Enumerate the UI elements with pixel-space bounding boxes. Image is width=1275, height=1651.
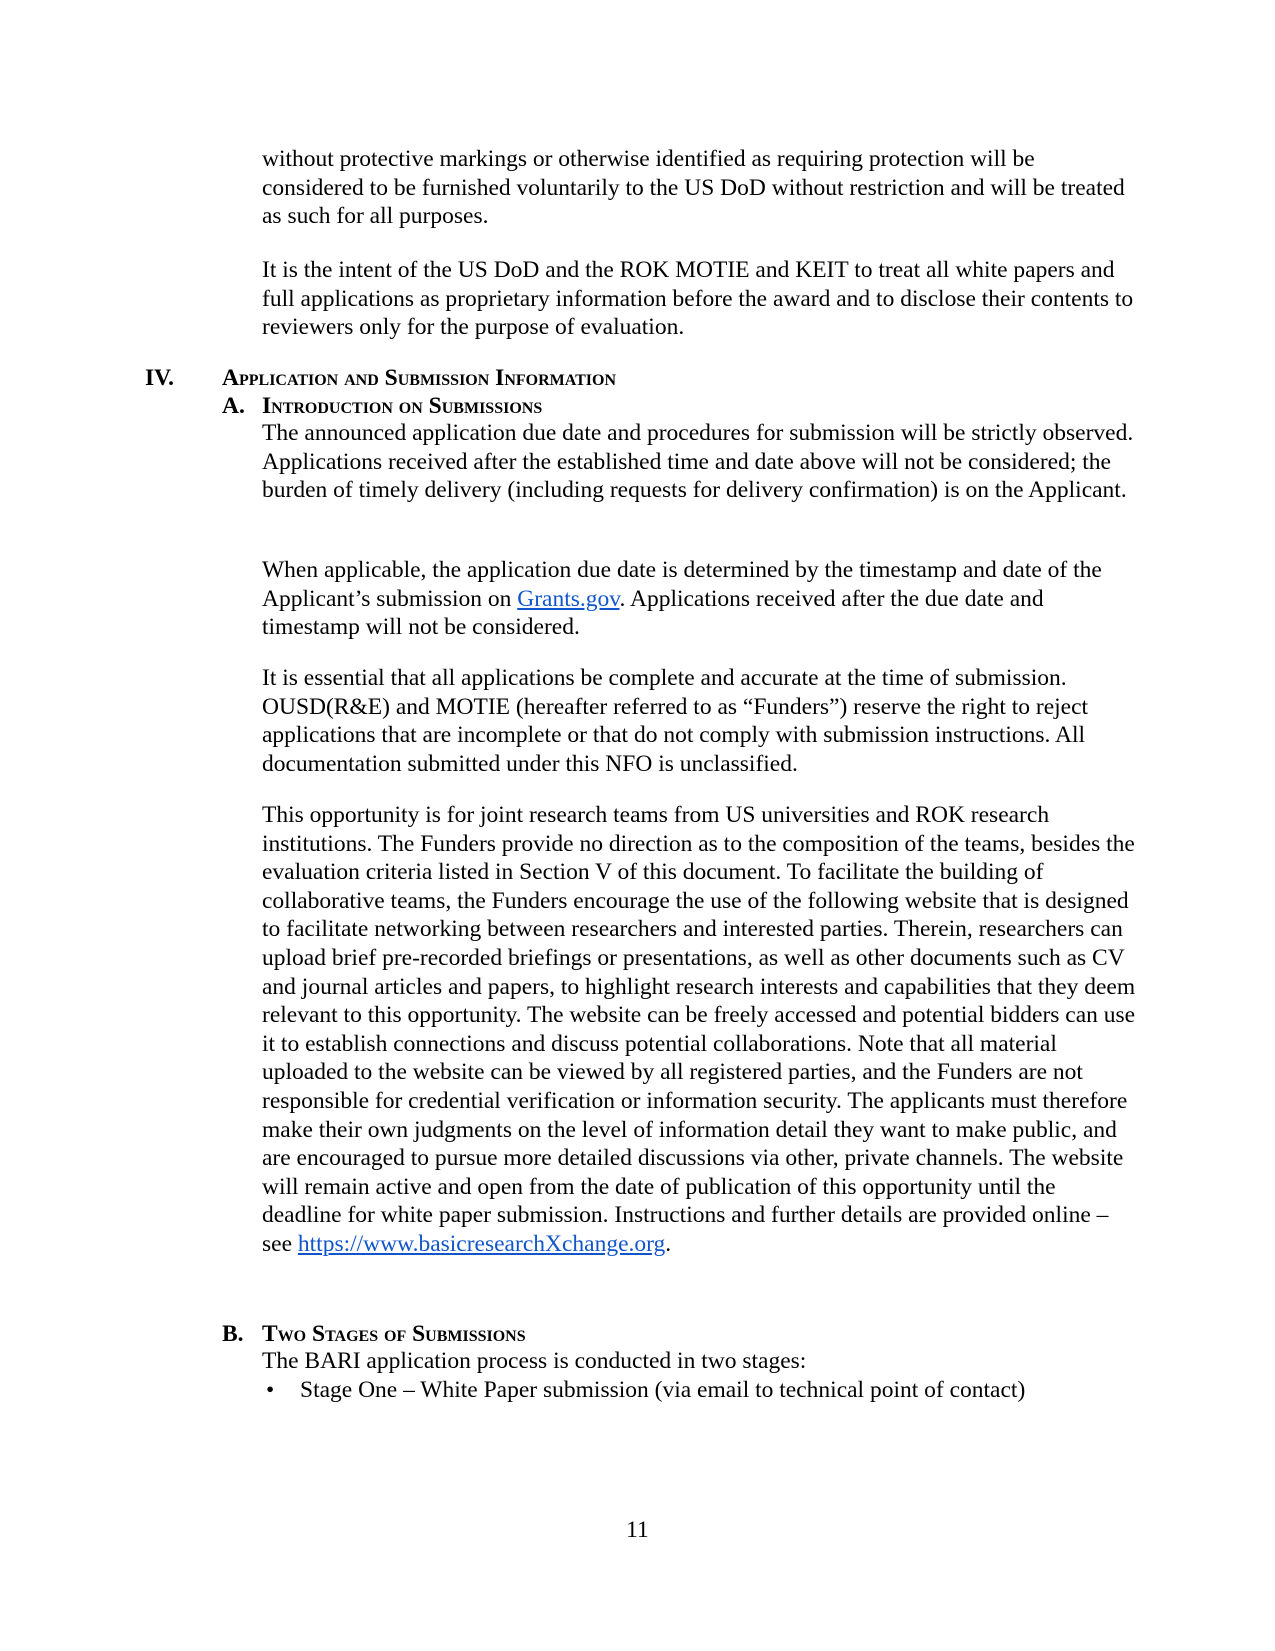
section-number: IV.	[145, 365, 174, 391]
paragraph-text: without protective markings or otherwise identified as requiring protection will be considered to be furnished voluntarily to the US DoD without restriction and will be treated as such for all purposes.	[262, 146, 1125, 230]
paragraph-text: It is essential that all applications be complete and accurate at the time of submission. OUSD(R&E) and MOTIE (hereafter referred to as “Funders”) reserve the right to reject applications that are incomplete or that do not comply with submission instructions. All documentation submitted under this NFO is unclassified.	[262, 665, 1089, 777]
paragraph-proprietary-intent	[262, 256, 1137, 342]
paragraph-text: It is the intent of the US DoD and the ROK MOTIE and KEIT to treat all white papers and full applications as proprietary information before the award and to disclose their contents to reviewers only for the purpose of evaluation.	[262, 257, 1134, 341]
paragraph-text: The announced application due date and procedures for submission will be strictly observed. Applications received after the established time and date above will not be considered; the burden of timely delivery (including requests for delivery confirmation) is on the Applicant.	[262, 420, 1134, 504]
paragraph-text	[262, 556, 1137, 642]
subsection-letter: A.	[222, 393, 245, 419]
text-run: This opportunity is for joint research teams from US universities and ROK research institutions. The Funders provide no direction as to the composition of the teams, besides the evaluation criteria listed in Section V of this document. To facilitate the building of collaborative teams, the Funders encourage the use of the following website that is designed to facilitate networking between researchers and interested parties. Therein, researchers can upload brief pre-recorded briefings or presentations, as well as other documents such as CV and journal articles and papers, to highlight research interests and capabilities that they deem relevant to this opportunity. The website can be freely accessed and potential bidders can use it to establish connections and discuss potential collaborations. Note that all material uploaded to the website can be viewed by all registered parties, and the Funders are not responsible for credential verification or information security. The applicants must therefore make their own judgments on the level of information detail they want to make public, and are encouraged to pursue more detailed discussions via other, private channels. The website will remain active and open from the date of publication of this opportunity until the deadline for white paper submission. Instructions and further details are provided online – see	[262, 802, 1136, 1257]
subsection-letter: B.	[222, 1321, 244, 1347]
list-item	[262, 1376, 1137, 1405]
paragraph-two-stages-intro	[262, 1347, 1137, 1376]
grants-gov-link[interactable]: Grants.gov	[517, 585, 620, 612]
section-title: Application and Submission Information	[222, 365, 617, 391]
paragraph-grants-gov	[262, 556, 1137, 642]
paragraph-due-date	[262, 419, 1137, 505]
subsection-title: Two Stages of Submissions	[262, 1321, 526, 1347]
text-run: .	[665, 1230, 672, 1257]
paragraph-text	[262, 801, 1137, 1259]
text-run: When applicable, the application due date is determined by the timestamp and date of the Applicant’s submission on	[262, 557, 1102, 612]
subsection-title: Introduction on Submissions	[262, 393, 543, 419]
page-number: 11	[626, 1517, 649, 1543]
paragraph-joint-research	[262, 801, 1137, 1259]
paragraph-text: The BARI application process is conducted in two stages:	[262, 1348, 807, 1374]
subsection-a-heading	[222, 392, 1137, 420]
paragraph-complete-accurate	[262, 664, 1137, 778]
paragraph-protective-markings	[262, 145, 1137, 231]
section-iv-heading	[145, 364, 1135, 392]
subsection-b-heading	[222, 1320, 1137, 1348]
bullet-dot-icon: •	[266, 1377, 275, 1403]
basic-research-xchange-link[interactable]: https://www.basicresearchXchange.org	[297, 1230, 666, 1257]
text-run: . Applications received after the due date and timestamp will not be considered.	[262, 585, 1044, 641]
list-item-text: Stage One – White Paper submission (via email to technical point of contact)	[300, 1377, 1026, 1403]
